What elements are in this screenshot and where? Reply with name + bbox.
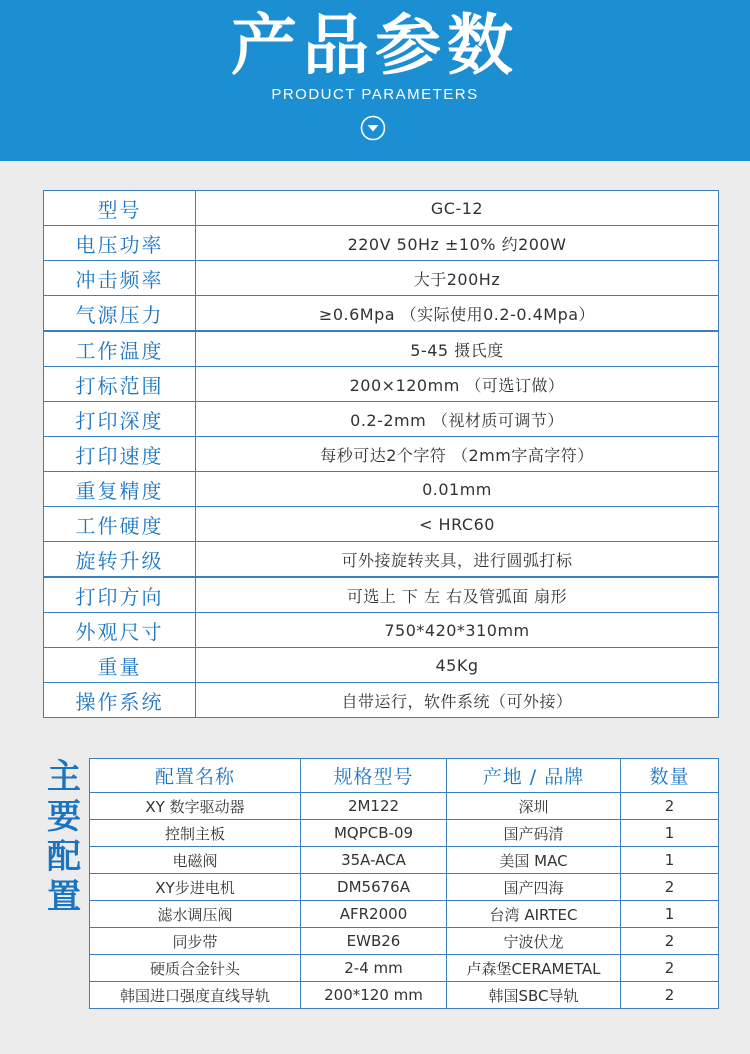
column-header: 产地 / 品牌 xyxy=(447,759,621,793)
param-label: 重量 xyxy=(44,648,196,683)
config-brand: 国产码清 xyxy=(447,820,621,847)
config-qty: 2 xyxy=(621,874,719,901)
config-qty: 1 xyxy=(621,847,719,874)
side-title-char: 要 xyxy=(47,797,81,837)
param-label: 重复精度 xyxy=(44,472,196,507)
config-name: 电磁阀 xyxy=(90,847,301,874)
param-value: 每秒可达2个字符 （2mm字高字符） xyxy=(196,437,719,472)
param-row xyxy=(44,542,719,578)
param-value: 0.01mm xyxy=(196,472,719,507)
config-model: MQPCB-09 xyxy=(301,820,447,847)
config-name: 韩国进口强度直线导轨 xyxy=(90,982,301,1009)
config-row xyxy=(90,847,719,874)
param-value: 0.2-2mm （视材质可调节） xyxy=(196,402,719,437)
param-row xyxy=(44,577,719,613)
config-qty: 2 xyxy=(621,955,719,982)
param-value: ≥0.6Mpa （实际使用0.2-0.4Mpa） xyxy=(196,296,719,332)
param-value: 可选上 下 左 右及管弧面 扇形 xyxy=(196,577,719,613)
config-brand: 台湾 AIRTEC xyxy=(447,901,621,928)
param-label: 打印方向 xyxy=(44,577,196,613)
column-header: 配置名称 xyxy=(90,759,301,793)
side-title-char: 配 xyxy=(47,837,81,877)
config-model: 2-4 mm xyxy=(301,955,447,982)
config-row xyxy=(90,928,719,955)
param-value: 大于200Hz xyxy=(196,261,719,296)
side-title-char: 置 xyxy=(47,877,81,917)
config-qty: 2 xyxy=(621,982,719,1009)
param-row xyxy=(44,191,719,226)
param-label: 外观尺寸 xyxy=(44,613,196,648)
param-row xyxy=(44,437,719,472)
param-value: 自带运行，软件系统（可外接） xyxy=(196,683,719,718)
config-brand: 卢森堡CERAMETAL xyxy=(447,955,621,982)
config-brand: 深圳 xyxy=(447,793,621,820)
config-row xyxy=(90,820,719,847)
config-name: XY步进电机 xyxy=(90,874,301,901)
header-banner xyxy=(0,0,750,161)
config-side-title xyxy=(45,757,83,917)
config-header-row xyxy=(90,759,719,793)
config-model: DM5676A xyxy=(301,874,447,901)
param-row xyxy=(44,402,719,437)
config-name: 滤水调压阀 xyxy=(90,901,301,928)
param-value: 45Kg xyxy=(196,648,719,683)
config-brand: 美国 MAC xyxy=(447,847,621,874)
config-brand: 韩国SBC导轨 xyxy=(447,982,621,1009)
config-qty: 1 xyxy=(621,820,719,847)
param-label: 打印深度 xyxy=(44,402,196,437)
param-row xyxy=(44,507,719,542)
config-brand: 国产四海 xyxy=(447,874,621,901)
param-label: 打标范围 xyxy=(44,367,196,402)
config-name: 硬质合金针头 xyxy=(90,955,301,982)
param-row xyxy=(44,367,719,402)
page-subtitle: PRODUCT PARAMETERS xyxy=(271,86,479,103)
config-row xyxy=(90,793,719,820)
chevron-down-circle-icon xyxy=(360,115,386,141)
column-header: 规格型号 xyxy=(301,759,447,793)
param-value: < HRC60 xyxy=(196,507,719,542)
param-label: 旋转升级 xyxy=(44,542,196,578)
config-qty: 2 xyxy=(621,793,719,820)
param-value: 220V 50Hz ±10% 约200W xyxy=(196,226,719,261)
param-value: 750*420*310mm xyxy=(196,613,719,648)
param-row xyxy=(44,648,719,683)
param-row xyxy=(44,261,719,296)
param-label: 打印速度 xyxy=(44,437,196,472)
config-name: 同步带 xyxy=(90,928,301,955)
param-row xyxy=(44,683,719,718)
side-title-char: 主 xyxy=(47,757,81,797)
config-brand: 宁波伏龙 xyxy=(447,928,621,955)
config-qty: 2 xyxy=(621,928,719,955)
config-row xyxy=(90,955,719,982)
param-label: 冲击频率 xyxy=(44,261,196,296)
config-model: 35A-ACA xyxy=(301,847,447,874)
param-label: 工作温度 xyxy=(44,331,196,367)
config-name: 控制主板 xyxy=(90,820,301,847)
param-value: 200×120mm （可选订做） xyxy=(196,367,719,402)
config-row xyxy=(90,874,719,901)
page-title: 产品参数 xyxy=(231,7,519,84)
column-header: 数量 xyxy=(621,759,719,793)
config-name: XY 数字驱动器 xyxy=(90,793,301,820)
config-table xyxy=(89,758,719,1009)
param-label: 气源压力 xyxy=(44,296,196,332)
param-label: 操作系统 xyxy=(44,683,196,718)
config-qty: 1 xyxy=(621,901,719,928)
config-model: EWB26 xyxy=(301,928,447,955)
param-row xyxy=(44,226,719,261)
config-model: 200*120 mm xyxy=(301,982,447,1009)
config-model: 2M122 xyxy=(301,793,447,820)
config-model: AFR2000 xyxy=(301,901,447,928)
parameters-table xyxy=(43,190,719,718)
config-row xyxy=(90,901,719,928)
param-row xyxy=(44,472,719,507)
param-row xyxy=(44,331,719,367)
param-value: 可外接旋转夹具，进行圆弧打标 xyxy=(196,542,719,578)
param-label: 工件硬度 xyxy=(44,507,196,542)
param-value: GC-12 xyxy=(196,191,719,226)
config-row xyxy=(90,982,719,1009)
param-row xyxy=(44,613,719,648)
param-label: 型号 xyxy=(44,191,196,226)
param-label: 电压功率 xyxy=(44,226,196,261)
param-row xyxy=(44,296,719,332)
param-value: 5-45 摄氏度 xyxy=(196,331,719,367)
